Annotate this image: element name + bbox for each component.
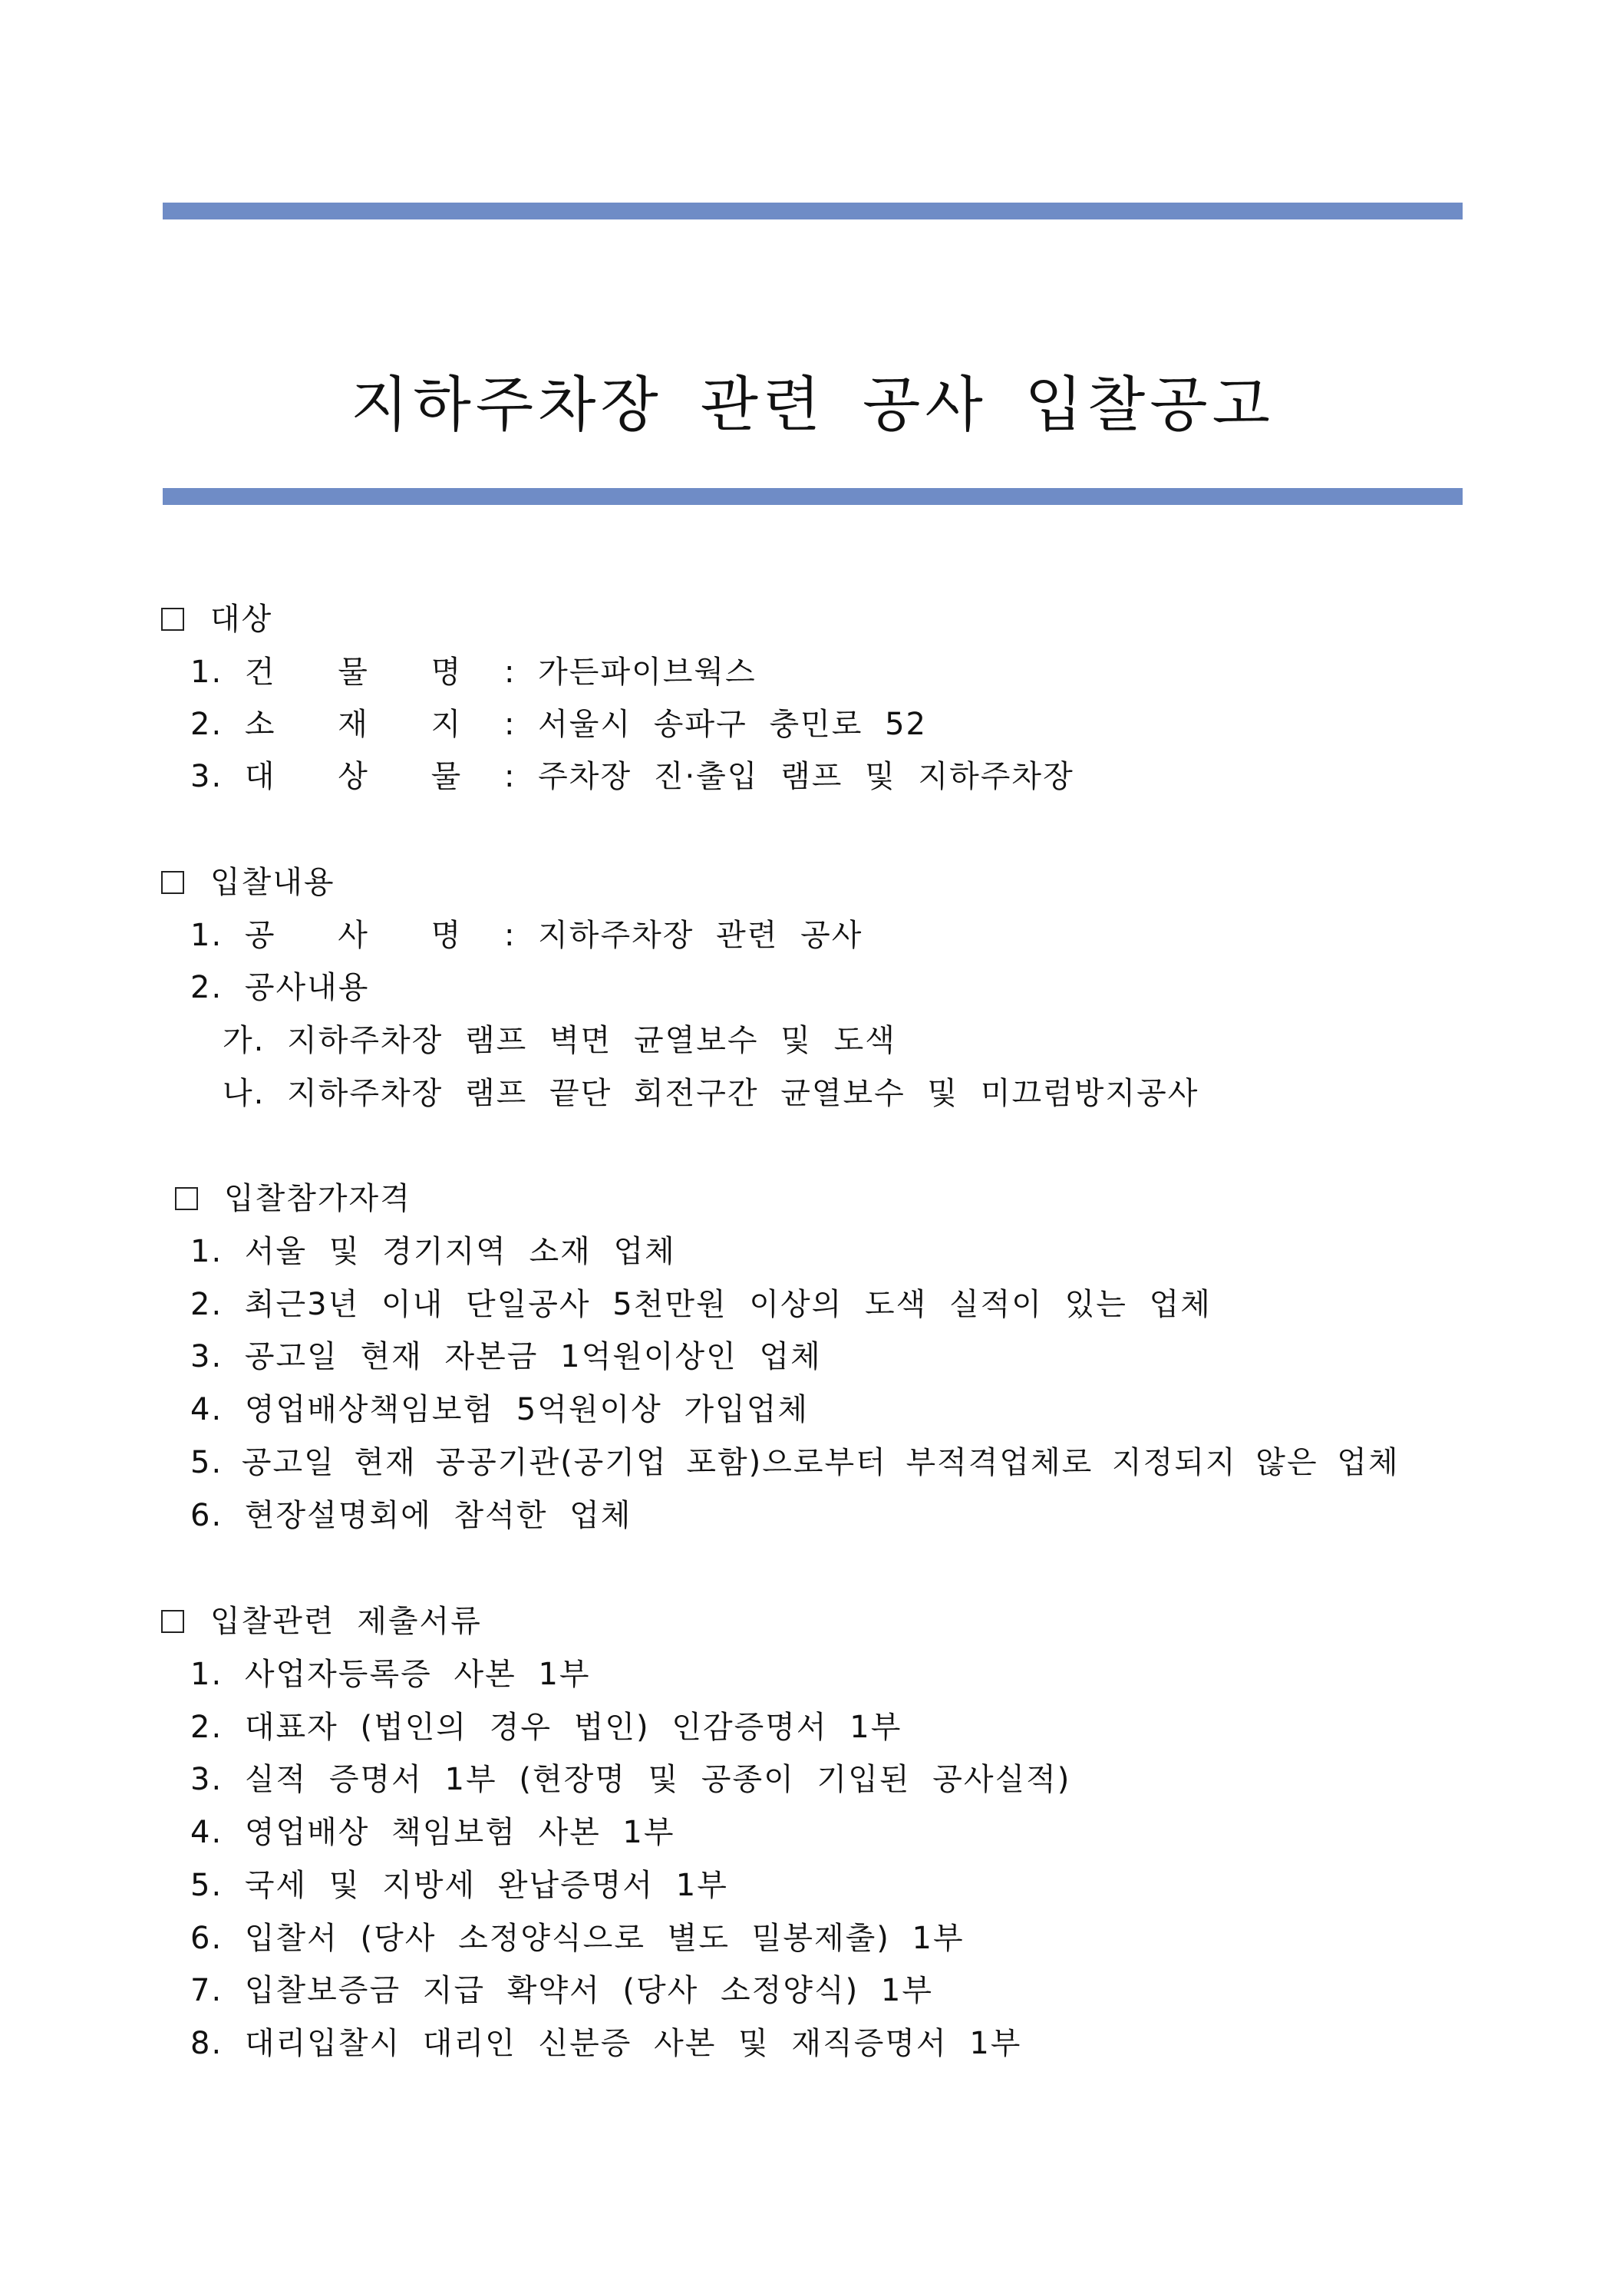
section-heading [161,596,272,642]
checkbox-square-icon [161,608,184,631]
list-item [190,2021,1021,2067]
item-text: 영업배상책임보험 5억원이상 가입업체 [244,1392,810,1427]
list-item [190,1440,1400,1486]
item-text: 실적 증명서 1부 (현장명 및 공종이 기입된 공사실적) [244,1762,1071,1797]
item-label: 건 물 명 [244,655,483,690]
item-number: 3. [190,1339,223,1374]
list-item [190,1282,1212,1328]
item-number: 7. [190,1973,223,2008]
section-heading [161,1598,482,1644]
item-text: 현장설명회에 참석한 업체 [244,1498,632,1533]
list-item [190,965,369,1011]
section-heading-text: 대상 [210,602,273,637]
item-text: 지하주차장 램프 끝단 회전구간 균열보수 및 미끄럼방지공사 [287,1076,1199,1111]
item-number: 3. [190,759,223,794]
item-text: 지하주차장 관련 공사 [538,918,863,953]
checkbox-square-icon [161,1610,184,1633]
item-number: 5. [190,1445,223,1480]
item-text: 공고일 현재 공공기관(공기업 포함)으로부터 부적격업체로 지정되지 않은 업체 [241,1445,1400,1480]
list-item [190,1334,822,1380]
item-number: 1. [190,1234,223,1269]
item-label: 대 상 물 [244,759,483,794]
list-item [190,649,757,695]
list-item [190,1387,809,1433]
item-text: 지하주차장 램프 벽면 균열보수 및 도색 [287,1023,896,1058]
item-text: 사업자등록증 사본 1부 [244,1657,591,1692]
list-item [190,1651,591,1697]
list-item [190,912,863,958]
list-item [190,1757,1070,1803]
item-number: 1. [190,918,223,953]
section-heading [175,1176,411,1222]
item-number: 2. [190,970,223,1005]
list-item [190,1968,933,2014]
list-item [190,701,927,747]
item-number: 1. [190,655,223,690]
bottom-divider-bar [163,488,1463,505]
item-text: 대리입찰시 대리인 신분증 사본 및 재직증명서 1부 [244,2026,1022,2061]
item-text: 영업배상 책임보험 사본 1부 [244,1815,675,1850]
item-number: 2. [190,1287,223,1322]
checkbox-square-icon [175,1187,198,1210]
item-number: 2. [190,1710,223,1745]
item-text: 서울 및 경기지역 소재 업체 [244,1234,676,1269]
document-title: 지하주차장 관련 공사 입찰공고 [351,371,1275,440]
list-item [190,1809,675,1856]
item-number: 1. [190,1657,223,1692]
list-item [190,1704,902,1750]
item-text: 가든파이브웍스 [538,655,757,690]
item-text: 서울시 송파구 충민로 52 [538,707,927,742]
item-label: 공 사 명 [244,918,483,953]
item-text: 입찰서 (당사 소정양식으로 별도 밀봉제출) 1부 [244,1921,965,1956]
list-item [223,1070,1199,1117]
item-text: 공사내용 [244,970,370,1005]
section-heading-text: 입찰참가자격 [224,1181,411,1216]
item-text: 주차장 진·출입 램프 및 지하주차장 [538,759,1074,794]
item-number: 2. [190,707,223,742]
list-item [223,1018,896,1064]
item-separator: : [503,707,516,742]
item-number: 4. [190,1392,223,1427]
section-heading [161,859,335,906]
list-item [190,754,1074,800]
list-item [190,1915,965,1961]
list-item [190,1229,676,1275]
list-item [190,1493,632,1539]
item-label: 소 재 지 [244,707,483,742]
item-text: 대표자 (법인의 경우 법인) 인감증명서 1부 [244,1710,902,1745]
list-item [190,1862,728,1908]
section-heading-text: 입찰관련 제출서류 [210,1604,482,1639]
item-text: 국세 및 지방세 완납증명서 1부 [244,1868,728,1903]
item-number: 8. [190,2026,223,2061]
item-separator: : [503,655,516,690]
item-number: 4. [190,1815,223,1850]
item-text: 최근3년 이내 단일공사 5천만원 이상의 도색 실적이 있는 업체 [244,1287,1212,1322]
item-number: 나. [223,1076,266,1111]
checkbox-square-icon [161,871,184,894]
top-divider-bar [163,203,1463,219]
item-separator: : [503,759,516,794]
item-number: 6. [190,1921,223,1956]
item-number: 5. [190,1868,223,1903]
item-number: 6. [190,1498,223,1533]
item-number: 가. [223,1023,266,1058]
item-number: 3. [190,1762,223,1797]
item-separator: : [503,918,516,953]
item-text: 입찰보증금 지급 확약서 (당사 소정양식) 1부 [244,1973,934,2008]
item-text: 공고일 현재 자본금 1억원이상인 업체 [244,1339,822,1374]
section-heading-text: 입찰내용 [210,865,335,900]
